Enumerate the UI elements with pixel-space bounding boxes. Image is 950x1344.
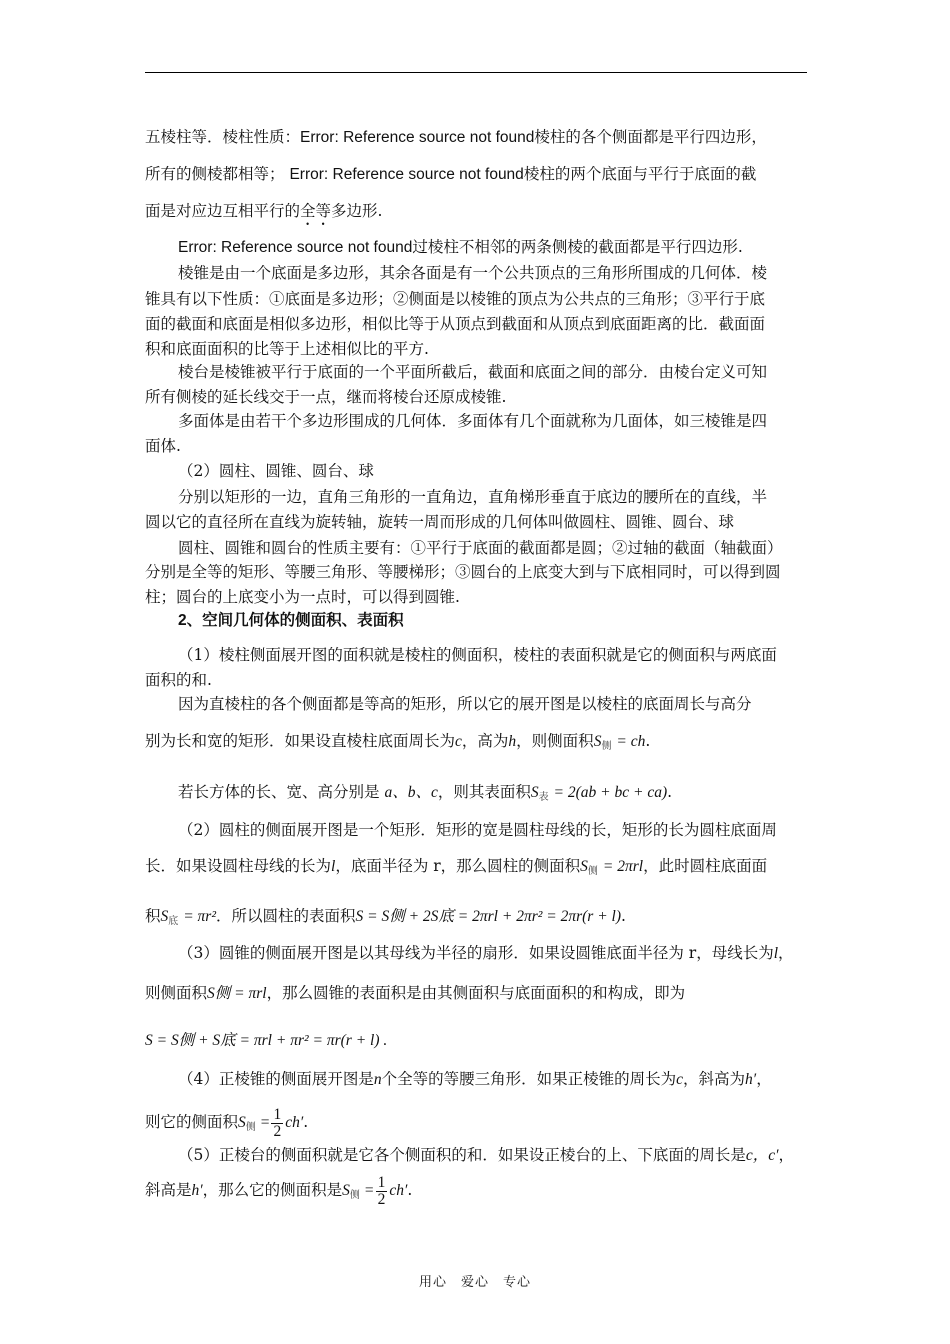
paragraph-line: 多面体是由若干个多边形围成的几何体．多面体有几个面就称为几面体，如三棱锥是四 xyxy=(178,412,768,430)
fraction: $\frac{1}{2}$ xyxy=(273,1105,282,1140)
page-footer xyxy=(0,1271,950,1290)
paragraph-line: 柱；圆台的上底变小为一点时，可以得到圆锥. xyxy=(145,588,460,606)
paragraph-line: （2）圆柱的侧面展开图是一个矩形．矩形的宽是圆柱母线的长，矩形的长为圆柱底面周 xyxy=(178,821,777,839)
reference-error: Error: Reference source not found xyxy=(178,239,413,256)
paragraph-line: 棱台是棱锥被平行于底面的一个平面所截后，截面和底面之间的部分．由棱台定义可知 xyxy=(178,363,768,381)
text-line: Error: Reference source not found过棱柱不相邻的两条侧棱的截面都是平行四边形. xyxy=(178,238,743,256)
paragraph-line: 圆柱、圆锥和圆台的性质主要有：①平行于底面的截面都是圆；②过轴的截面（轴截面） xyxy=(178,539,783,557)
formula: = 2(ab + bc + ca) xyxy=(553,784,668,801)
emphasis-text: 全等 xyxy=(300,202,332,220)
reference-error: Error: Reference source not found xyxy=(289,166,524,183)
header-rule xyxy=(145,72,807,73)
formula: = 2πrl xyxy=(602,858,644,875)
footer-text: 用心 xyxy=(418,1275,447,1290)
paragraph-line: （1）棱柱侧面展开图的面积就是棱柱的侧面积，棱柱的表面积就是它的侧面积与两底面 xyxy=(178,646,777,664)
text-line: 面是对应边互相平行的全等多边形. xyxy=(145,202,383,220)
paragraph-line: 分别是全等的矩形、等腰三角形、等腰梯形；③圆台的上底变大到与下底相同时，可以得到圆 xyxy=(145,563,781,581)
text-line: 所有的侧棱都相等； Error: Reference source not found棱柱的两个底面与平行于底面的截 xyxy=(145,165,757,183)
formula-line xyxy=(145,1030,387,1051)
paragraph-line: 所有侧棱的延长线交于一点，继而将棱台还原成棱锥. xyxy=(145,388,507,406)
text-line: （5）正棱台的侧面积就是它各个侧面积的和．如果设正棱台的上、下底面的周长是c，c′， xyxy=(178,1146,795,1164)
formula: S = S侧 + 2S底 = 2πrl + 2πr² = 2πr(r + l) xyxy=(355,908,622,925)
text-line: 斜高是h′，那么它的侧面积是$S_侧$ = $\frac{1}{2}$ ch′. xyxy=(145,1173,413,1208)
subheading: （2）圆柱、圆锥、圆台、球 xyxy=(178,462,374,480)
text-line: 积$S_底 = \pi r^2$．所以圆柱的表面积S = S侧 + 2S底 = 2πrl + 2πr² = 2πr(r + l). xyxy=(145,907,626,927)
section-heading: 2、空间几何体的侧面积、表面积 xyxy=(178,612,404,629)
formula: = ch xyxy=(616,733,646,750)
text-line: 则它的侧面积$S_侧$ = $\frac{1}{2}$ ch′. xyxy=(145,1105,309,1140)
text-line: 长．如果设圆柱母线的长为l，底面半径为 r，那么圆柱的侧面积$S_侧 = 2\pi rl$，此时圆柱底面面 xyxy=(145,857,768,877)
footer-text: 专心 xyxy=(503,1275,532,1290)
paragraph-line: 棱锥是由一个底面是多边形，其余各面是有一个公共顶点的三角形所围成的几何体．棱 xyxy=(178,264,768,282)
paragraph-line: 因为直棱柱的各个侧面都是等高的矩形，所以它的展开图是以棱柱的底面周长与高分 xyxy=(178,695,752,713)
text-line: （3）圆锥的侧面展开图是以其母线为半径的扇形．如果设圆锥底面半径为 r，母线长为l， xyxy=(178,944,794,962)
reference-error: Error: Reference source not found xyxy=(300,129,535,146)
formula: = πr² xyxy=(183,908,216,925)
formula: S侧 = πrl xyxy=(207,985,267,1002)
paragraph-line: 积和底面面积的比等于上述相似比的平方. xyxy=(145,340,429,358)
text-line: 别为长和宽的矩形．如果设直棱柱底面周长为c，高为h，则侧面积$S_侧$ = ch. xyxy=(145,732,651,752)
paragraph-line: 面积的和. xyxy=(145,671,212,689)
formula: S = S侧 + S底 = πrl + πr² = πr(r + l) . xyxy=(145,1032,388,1049)
formula: S xyxy=(593,733,602,750)
text-line: （4）正棱锥的侧面展开图是n个全等的等腰三角形．如果正棱锥的周长为c，斜高为h′， xyxy=(178,1070,772,1088)
fraction: $\frac{1}{2}$ xyxy=(377,1173,386,1208)
text-line: 五棱柱等．棱柱性质：Error: Reference source not found棱柱的各个侧面都是平行四边形， xyxy=(145,128,767,146)
text-line: 若长方体的长、宽、高分别是 a、b、c，则其表面积$S_表 = 2(ab$ + bc + ca). xyxy=(178,783,673,803)
paragraph-line: 面的截面和底面是相似多边形，相似比等于从顶点到截面和从顶点到底面距离的比．截面面 xyxy=(145,315,766,333)
text-line: 则侧面积S侧 = πrl，那么圆锥的表面积是由其侧面积与底面面积的和构成，即为 xyxy=(145,984,686,1002)
paragraph-line: 分别以矩形的一边，直角三角形的一直角边，直角梯形垂直于底边的腰所在的直线，半 xyxy=(178,488,768,506)
paragraph-line: 圆以它的直径所在直线为旋转轴，旋转一周而形成的几何体叫做圆柱、圆锥、圆台、球 xyxy=(145,513,735,531)
paragraph-line: 锥具有以下性质：①底面是多边形；②侧面是以棱锥的顶点为公共点的三角形；③平行于底 xyxy=(145,290,766,308)
footer-text: 爱心 xyxy=(460,1275,489,1290)
paragraph-line: 面体. xyxy=(145,437,181,455)
